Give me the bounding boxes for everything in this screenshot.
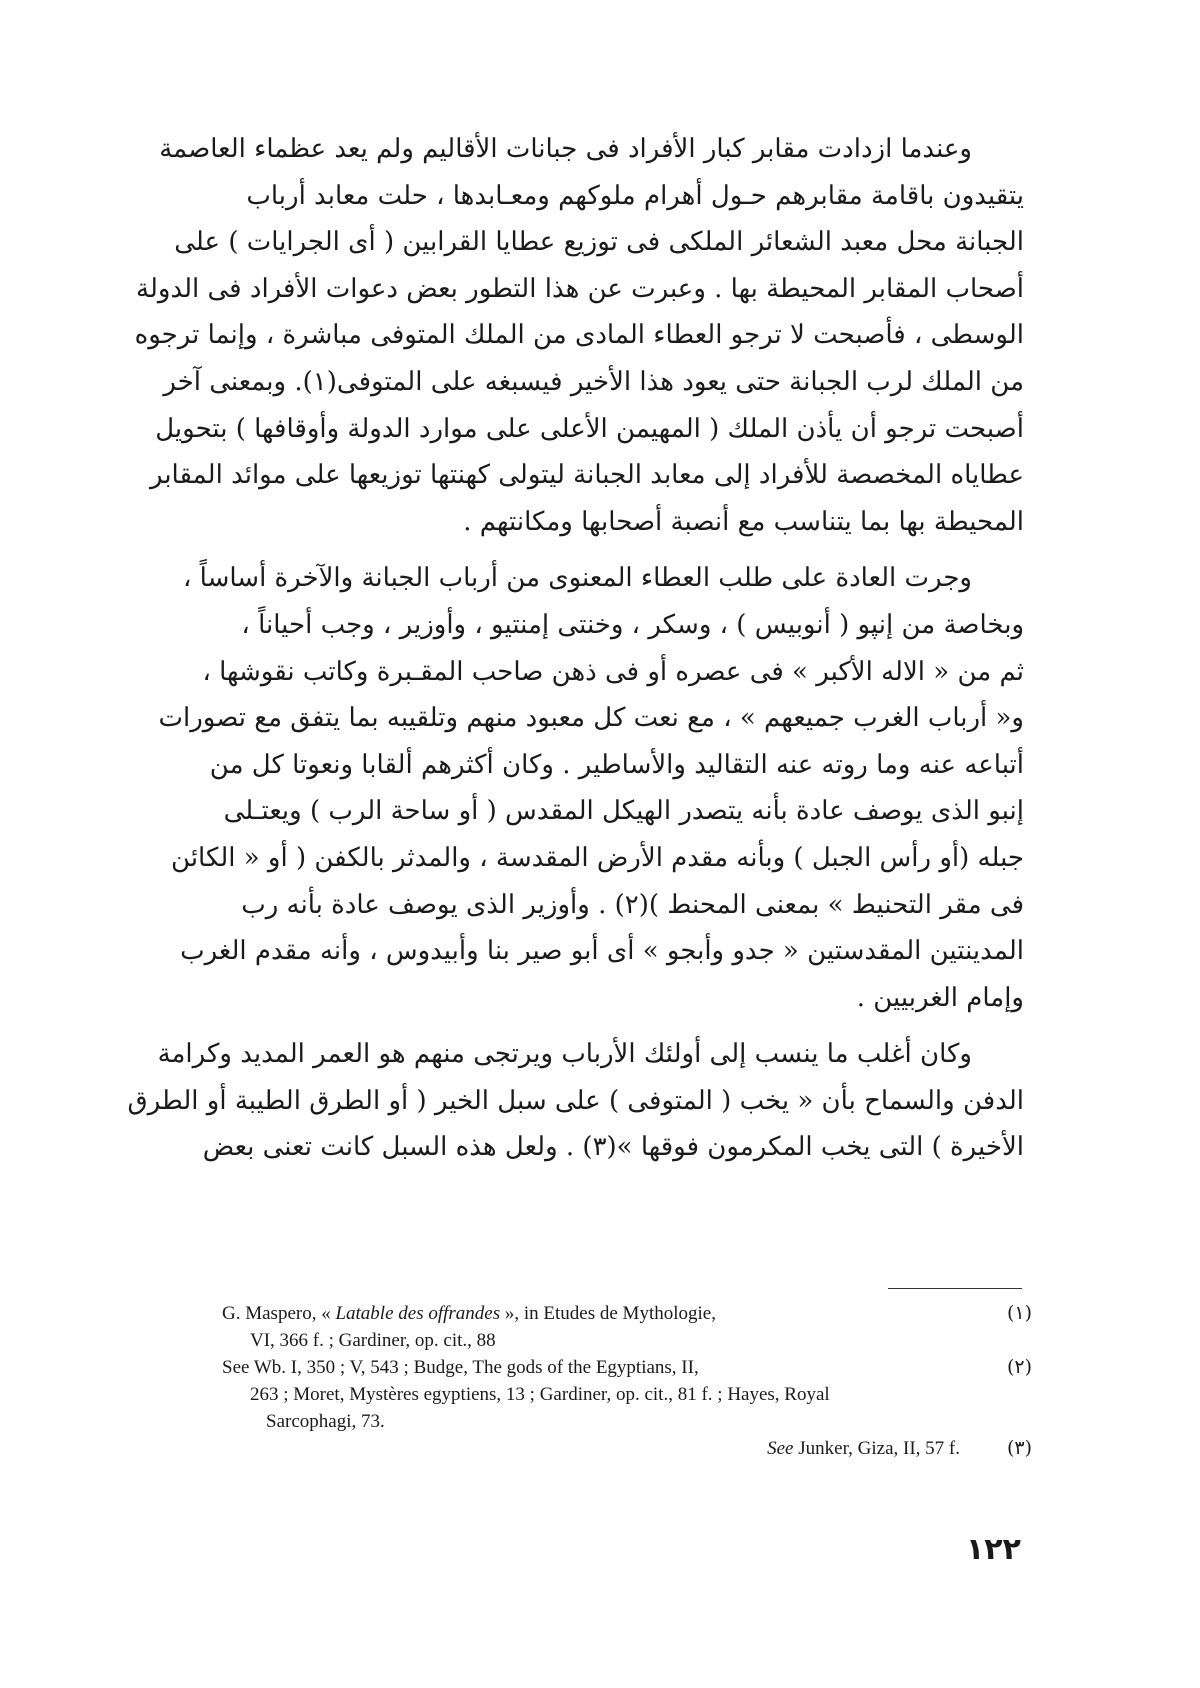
footnote-line: VI, 366 f. ; Gardiner, op. cit., 88 — [250, 1330, 496, 1351]
footnote-text: Junker, Giza, II, 57 f. — [793, 1438, 960, 1459]
footnote-text: G. Maspero, « — [222, 1303, 336, 1324]
footnote-text: See — [767, 1438, 794, 1459]
footnote-line — [222, 1300, 1032, 1327]
footnote-2 — [222, 1354, 1032, 1435]
page-number: ١٢٢ — [966, 1532, 1021, 1567]
text-line: أصبحت ترجو أن يأذن الملك ( المهيمن الأعلى على موارد الدولة وأوقافها ) بتحويل — [155, 413, 1024, 444]
footnote-line: Sarcophagi, 73. — [266, 1411, 385, 1432]
text-line: يتقيدون باقامة مقابرهم حـول أهرام ملوكهم ومعـابدها ، حلت معابد أرباب — [246, 180, 1024, 211]
text-line: وبخاصة من إنپو ( أنوبيس ) ، وسكر ، وخنتى إمنتيو ، وأوزير ، وجب أحياناً ، — [241, 609, 1024, 640]
text-line: الدفن والسماح بأن « يخب ( المتوفى ) على سبل الخير ( أو الطرق الطيبة أو الطرق — [127, 1085, 1024, 1116]
text-line: إنبو الذى يوصف عادة بأنه يتصدر الهيكل المقدس ( أو ساحة الرب ) ويعتـلى — [223, 796, 1024, 827]
footnote-number: (٢) — [1006, 1356, 1032, 1378]
footnote-number: (٣) — [1006, 1437, 1032, 1459]
footnote-3 — [222, 1435, 1032, 1462]
footnote-line — [222, 1435, 960, 1462]
footnote-1 — [222, 1300, 1032, 1354]
text-line: أصحاب المقابر المحيطة بها . وعبرت عن هذا التطور بعض دعوات الأفراد فى الدولة — [136, 273, 1024, 304]
text-line: وجرت العادة على طلب العطاء المعنوى من أرباب الجبانة والآخرة أساساً ، — [183, 563, 972, 594]
text-line: أتباعه عنه وما روته عنه التقاليد والأساطير . وكان أكثرهم ألقابا ونعوتا كل من — [209, 749, 1024, 780]
footnote-number: (١) — [1006, 1302, 1032, 1324]
footnote-text: », in Etudes de Mythologie, — [500, 1303, 716, 1324]
text-line: جبله (أو رأس الجبل ) وبأنه مقدم الأرض المقدسة ، والمدثر بالكفن ( أو « الكائن — [171, 842, 1024, 873]
text-line: عطاياه المخصصة للأفراد إلى معابد الجبانة ليتولى كهنتها توزيعها على موائد المقابر — [149, 460, 1024, 491]
paragraph-3 — [127, 1031, 1024, 1171]
text-line: الأخيرة ) التى يخب المكرمون فوقها »(٣) . ولعل هذه السبل كانت تعنى بعض — [202, 1132, 1024, 1163]
text-line: وعندما ازدادت مقابر كبار الأفراد فى جبانات الأقاليم ولم يعد عظماء العاصمة — [159, 134, 972, 164]
text-line: المدينتين المقدستين « جدو وأبجو » أى أبو صير بنا وأبيدوس ، وأنه مقدم الغرب — [180, 936, 1024, 967]
text-line: الوسطى ، فأصبحت لا ترجو العطاء المادى من الملك المتوفى مباشرة ، وإنما ترجوه — [134, 320, 1024, 351]
main-text — [127, 126, 1024, 1181]
footnote-divider — [888, 1288, 1022, 1289]
text-line: و« أرباب الغرب جميعهم » ، مع نعت كل معبود منهم وتلقيبه بما يتفق مع تصورات — [158, 703, 1024, 734]
text-line: ثم من « الاله الأكبر » فى عصره أو فى ذهن صاحب المقـبرة وكاتب نقوشها ، — [202, 656, 1024, 687]
paragraph-1 — [134, 126, 1024, 545]
footnotes — [222, 1300, 1032, 1462]
text-line: فى مقر التحنيط » بمعنى المحنط )(٢) . وأوزير الذى يوصف عادة بأنه رب — [241, 889, 1024, 920]
paragraph-2 — [158, 555, 1024, 1021]
footnote-line: See Wb. I, 350 ; V, 543 ; Budge, The gods of the Egyptians, II, — [222, 1357, 699, 1378]
text-line: وكان أغلب ما ينسب إلى أولئك الأرباب ويرتجى منهم هو العمر المديد وكرامة — [157, 1039, 972, 1070]
footnote-title: Latable des offrandes — [335, 1303, 501, 1324]
text-line: من الملك لرب الجبانة حتى يعود هذا الأخير فيسبغه على المتوفى(١). وبمعنى آخر — [163, 366, 1024, 397]
text-line: المحيطة بها بما يتناسب مع أنصبة أصحابها ومكانتهم . — [463, 506, 1024, 537]
text-line: الجبانة محل معبد الشعائر الملكى فى توزيع عطايا القرابين ( أى الجرايات ) على — [174, 227, 1024, 258]
footnote-line: 263 ; Moret, Mystères egyptiens, 13 ; Gardiner, op. cit., 81 f. ; Hayes, Royal — [250, 1384, 830, 1405]
text-line: وإمام الغربيين . — [856, 982, 1024, 1013]
